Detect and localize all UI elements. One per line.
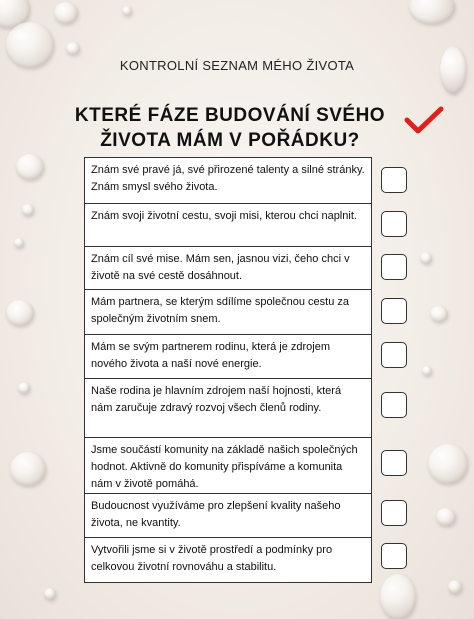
checklist-item-text: Naše rodina je hlavním zdrojem naší hojnosti, která nám zaručuje zdravý rozvoj všech členů rodiny. [91,385,342,414]
water-drop-decoration [422,366,432,376]
checkbox-item-6[interactable] [381,392,407,418]
checkbox-item-9[interactable] [381,543,407,569]
checklist-item-text: Znám své pravé já, své přirozené talenty a silné stránky. Znám smysl svého života. [91,164,365,193]
checklist-row [85,335,371,379]
checklist-table [84,157,372,583]
checklist-item-text: Znám cíl své mise. Mám sen, jasnou vizi, čeho chci v životě na své cestě dosáhnout. [91,253,350,282]
checklist-row [85,494,371,538]
checklist-row [85,204,371,247]
water-drop-decoration [448,580,462,594]
page-subtitle: KONTROLNÍ SEZNAM MÉHO ŽIVOTA [119,58,355,73]
checklist-item-text: Vytvořili jsme si v životě prostředí a podmínky pro celkovou životní rovnováhu a stabilitu. [91,544,333,573]
checklist-row [85,290,371,335]
water-drop-decoration [380,574,416,619]
checkbox-item-7[interactable] [381,450,407,476]
checkbox-item-2[interactable] [381,211,407,237]
water-drop-decoration [14,238,24,248]
water-drop-decoration [10,452,46,486]
water-drop-decoration [16,154,44,180]
water-drop-decoration [430,306,448,322]
page-title-line: ŽIVOTA MÁM V POŘÁDKU? [100,130,360,151]
checkbox-item-8[interactable] [381,500,407,526]
checkbox-item-5[interactable] [381,342,407,368]
checklist-row [85,247,371,290]
checklist-item-text: Mám partnera, se kterým sdílíme společnou cestu za společným životním snem. [91,296,349,325]
checklist-row [85,158,371,204]
water-drop-decoration [428,444,468,484]
water-drop-decoration [22,204,34,216]
checkbox-item-4[interactable] [381,298,407,324]
water-drop-decoration [66,42,80,55]
checklist-item-text: Jsme součástí komunity na základě našich společných hodnot. Aktivně do komunity přispíváme a komunita nám v životě pomáhá. [91,444,358,490]
water-drop-decoration [420,252,432,264]
water-drop-decoration [18,382,30,394]
checklist-row [85,379,371,438]
checklist-item-text: Znám svoji životní cestu, svoji misi, kterou chci naplnit. [91,210,357,222]
water-drop-decoration [409,0,455,24]
checkmark-icon [404,106,444,136]
water-drop-decoration [44,588,56,600]
checklist-row [85,438,371,494]
page-title [60,103,400,153]
checkbox-item-3[interactable] [381,254,407,280]
checklist-row [85,538,371,582]
water-drop-decoration [54,2,78,24]
checklist-item-text: Mám se svým partnerem rodinu, která je zdrojem nového života a naší nové energie. [91,341,331,370]
water-drop-decoration [436,508,456,526]
checklist-item-text: Budoucnost využíváme pro zlepšení kvality našeho života, ne kvantity. [91,500,341,529]
page-title-line: KTERÉ FÁZE BUDOVÁNÍ SVÉHO [74,105,386,126]
water-drop-decoration [6,300,34,326]
water-drop-decoration [122,6,132,16]
checkbox-item-1[interactable] [381,167,407,193]
